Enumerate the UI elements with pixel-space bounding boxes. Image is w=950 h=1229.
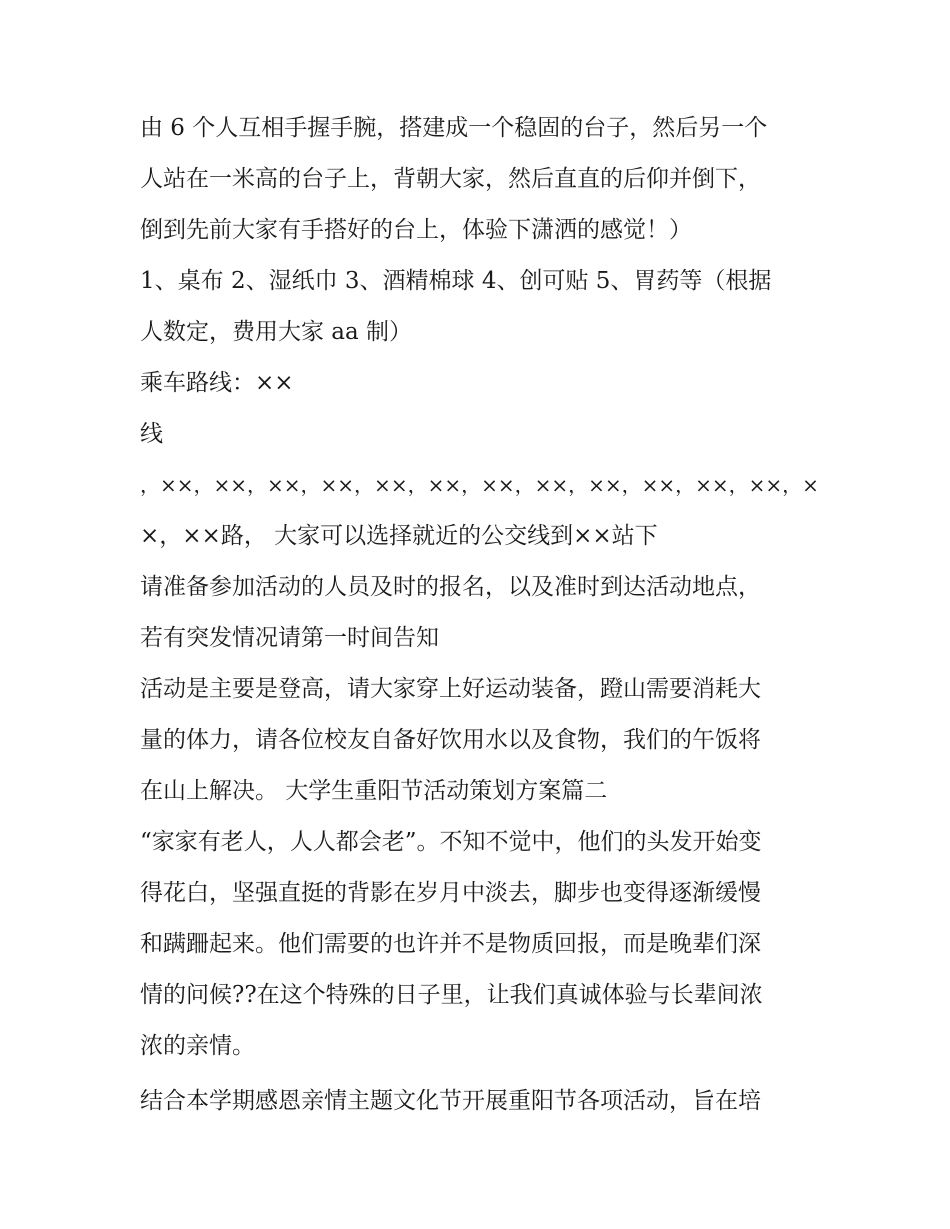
text-line: 1、桌布 2、湿纸巾 3、酒精棉球 4、创可贴 5、胃药等（根据 [140, 268, 772, 294]
text-line: 得花白，坚强直挺的背影在岁月中淡去，脚步也变得逐渐缓慢 [140, 880, 761, 906]
text-line: 由 6 个人互相手握手腕，搭建成一个稳固的台子，然后另一个 [140, 115, 768, 141]
text-line: “家家有老人，人人都会老”。不知不觉中，他们的头发开始变 [140, 829, 762, 855]
text-line: 和蹒跚起来。他们需要的也许并不是物质回报，而是晚辈们深 [140, 931, 761, 957]
text-line: 量的体力，请各位校友自备好饮用水以及食物，我们的午饭将 [140, 727, 761, 753]
text-line: ，××，××，××，××，××，××，××，××，××，××，××，××，× [140, 473, 819, 497]
text-line: 线 [140, 421, 163, 447]
text-line: ×，××路， 大家可以选择就近的公交线到××站下 [140, 523, 658, 549]
text-line: 人数定，费用大家 aa 制） [140, 319, 413, 345]
text-line: 人站在一米高的台子上，背朝大家，然后直直的后仰并倒下， [140, 166, 761, 192]
text-line: 请准备参加活动的人员及时的报名，以及准时到达活动地点， [140, 574, 761, 600]
text-line: 若有突发情况请第一时间告知 [140, 625, 439, 651]
text-line: 倒到先前大家有手搭好的台上，体验下潇洒的感觉！） [140, 217, 692, 243]
text-line: 情的问候??在这个特殊的日子里，让我们真诚体验与长辈间浓 [140, 982, 763, 1008]
text-line: 活动是主要是登高，请大家穿上好运动装备，蹬山需要消耗大 [140, 676, 761, 702]
text-line: 浓的亲情。 [140, 1033, 255, 1059]
text-line: 在山上解决。 大学生重阳节活动策划方案篇二 [140, 778, 608, 804]
text-line: 乘车路线：×× [140, 370, 294, 396]
text-line: 结合本学期感恩亲情主题文化节开展重阳节各项活动，旨在培 [140, 1088, 761, 1114]
